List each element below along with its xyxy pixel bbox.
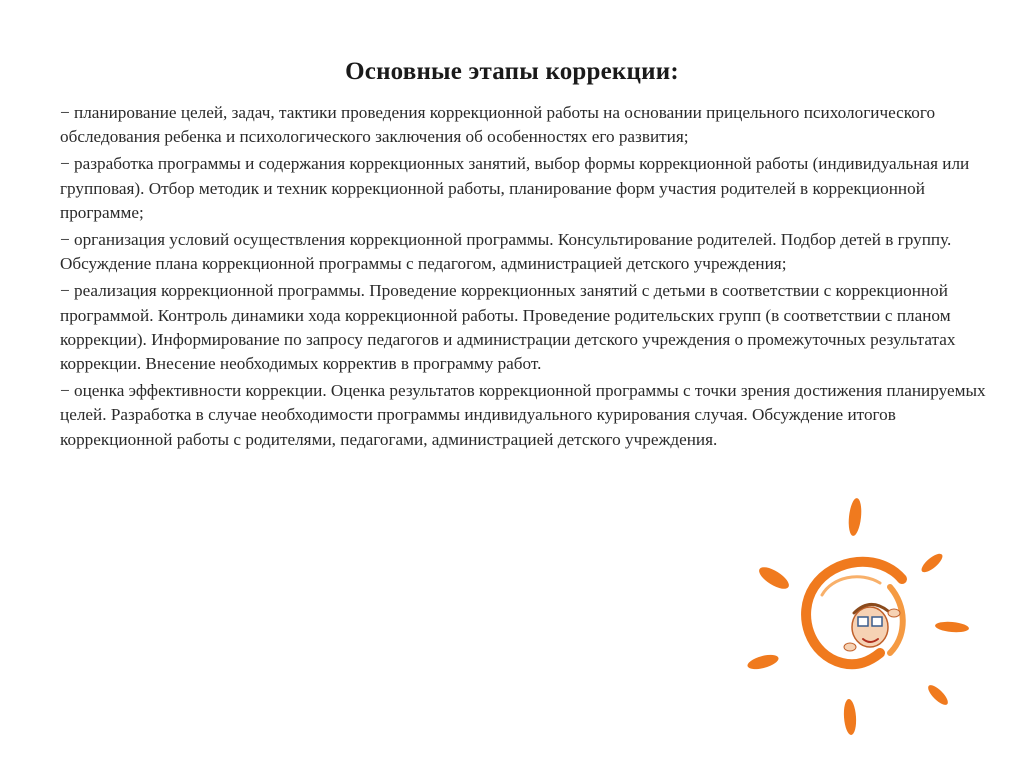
page-title: Основные этапы коррекции: bbox=[345, 58, 679, 85]
body-text bbox=[60, 101, 995, 455]
paragraph-program-development: − разработка программы и содержания коррекционных занятий, выбор формы коррекционной работы (индивидуальная или групповая). Отбор методик и техник коррекционной работы, планирование форм участия родителей в коррекционной программе; bbox=[60, 154, 970, 222]
sun-with-child-icon bbox=[730, 495, 990, 745]
paragraph-organization: − организация условий осуществления коррекционной программы. Консультирование родителей. Подбор детей в группу. Обсуждение плана коррекционной программы с педагогом, администрацией детского учреждения; bbox=[60, 230, 952, 274]
paragraph-planning: − планирование целей, задач, тактики проведения коррекционной работы на основании прицельного психологического обследования ребенка и психологического заключения об особенностях его развития; bbox=[60, 103, 936, 147]
paragraph-implementation: − реализация коррекционной программы. Проведение коррекционных занятий с детьми в соответствии с коррекционной программой. Контроль динамики хода коррекционной работы. Проведение родительских групп (в соответствии с планом коррекции). Информирование по запросу педагогов и администрации детского учреждения о промежуточных результатах коррекции. Внесение необходимых корректив в программу работ. bbox=[60, 281, 956, 374]
paragraph-evaluation: − оценка эффективности коррекции. Оценка результатов коррекционной программы с точки зрения достижения планируемых целей. Разработка в случае необходимости программы индивидуального курирования случая. Обсуждение итогов коррекционной работы с родителями, педагогами, администрацией детского учреждения. bbox=[60, 381, 986, 449]
